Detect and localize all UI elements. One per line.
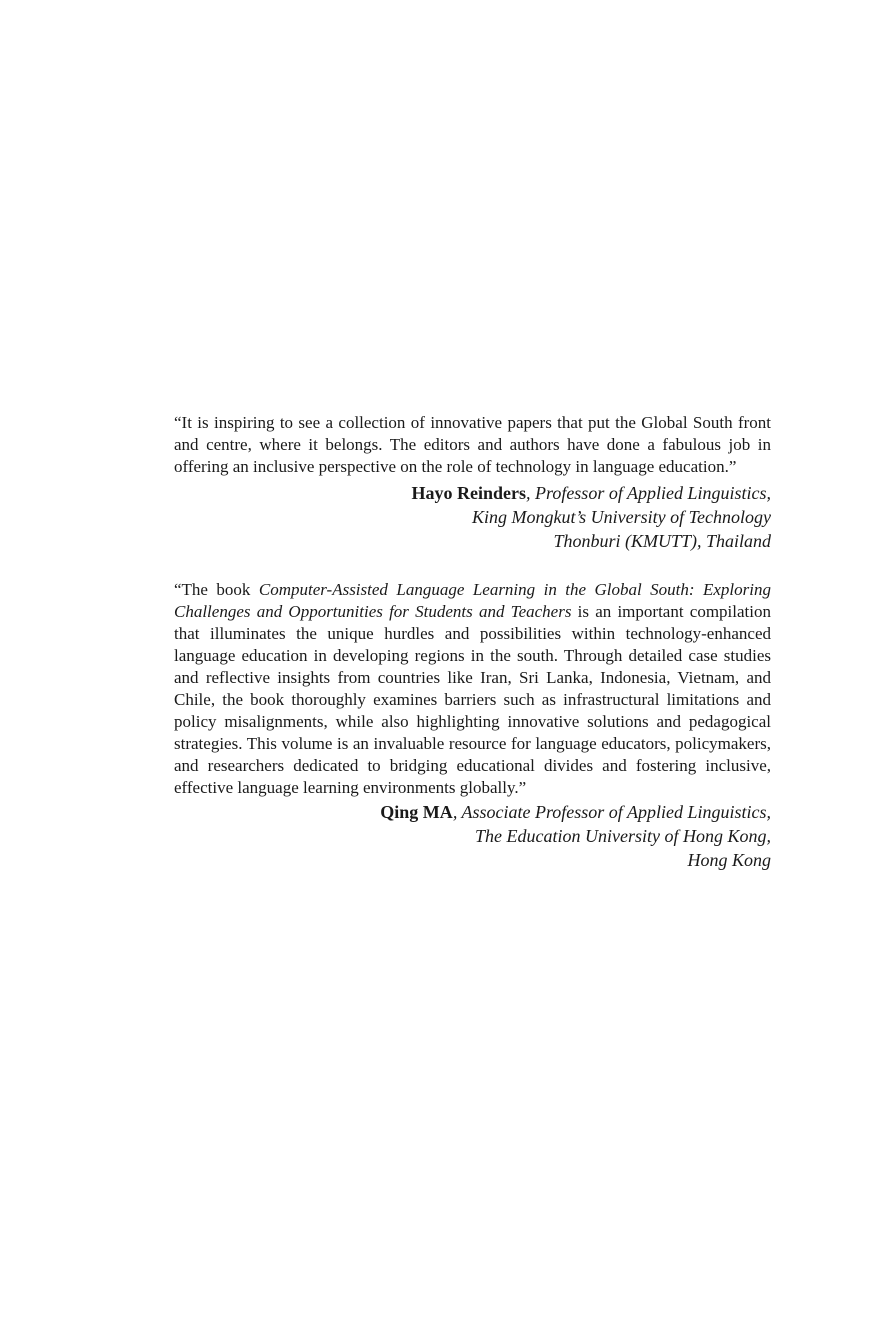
endorser-title: , Professor of Applied Linguistics, — [525, 483, 771, 503]
endorser-location: Thonburi (KMUTT), Thailand — [553, 531, 771, 551]
quote-body: is an important compilation that illuminates the unique hurdles and possibilities within technology-enhanced language education in developing regions in the south. Through detailed case studies and reflective insights from countries like Iran, Sri Lanka, Indonesia, Vietnam, and Chile, the book thoroughly examines barriers such as infrastructural limitations and policy misalignments, while also highlighting innovative solutions and pedagogical strategies. This volume is an invaluable resource for language educators, policymakers, and researchers dedicated to bridging educational divides and fostering inclusive, effective language learning environments globally.” — [174, 602, 771, 797]
endorser-name: Qing MA — [380, 802, 453, 822]
endorser-affiliation: The Education University of Hong Kong, — [475, 826, 771, 846]
book-title: Computer-Assisted Language Learning in the Global South: Exploring Challenges and Opportunities for Students and Teachers — [174, 580, 771, 621]
endorser-affiliation: King Mongkut’s University of Technology — [472, 507, 771, 527]
endorsement-reinders — [174, 412, 771, 553]
endorser-name: Hayo Reinders — [411, 483, 526, 503]
quote-prefix: “The book — [174, 580, 259, 599]
endorsement-attribution — [174, 800, 771, 872]
endorser-location: Hong Kong — [687, 850, 771, 870]
endorsement-quote: “It is inspiring to see a collection of innovative papers that put the Global South front and centre, where it belongs. The editors and authors have done a fabulous job in offering an inclusive perspective on the role of technology in language education.” — [174, 413, 771, 476]
endorsement-ma — [174, 579, 771, 872]
endorsement-attribution — [174, 481, 771, 553]
endorser-title: , Associate Professor of Applied Linguistics, — [452, 802, 771, 822]
endorsements-section — [174, 412, 771, 872]
endorsement-quote — [174, 579, 771, 799]
